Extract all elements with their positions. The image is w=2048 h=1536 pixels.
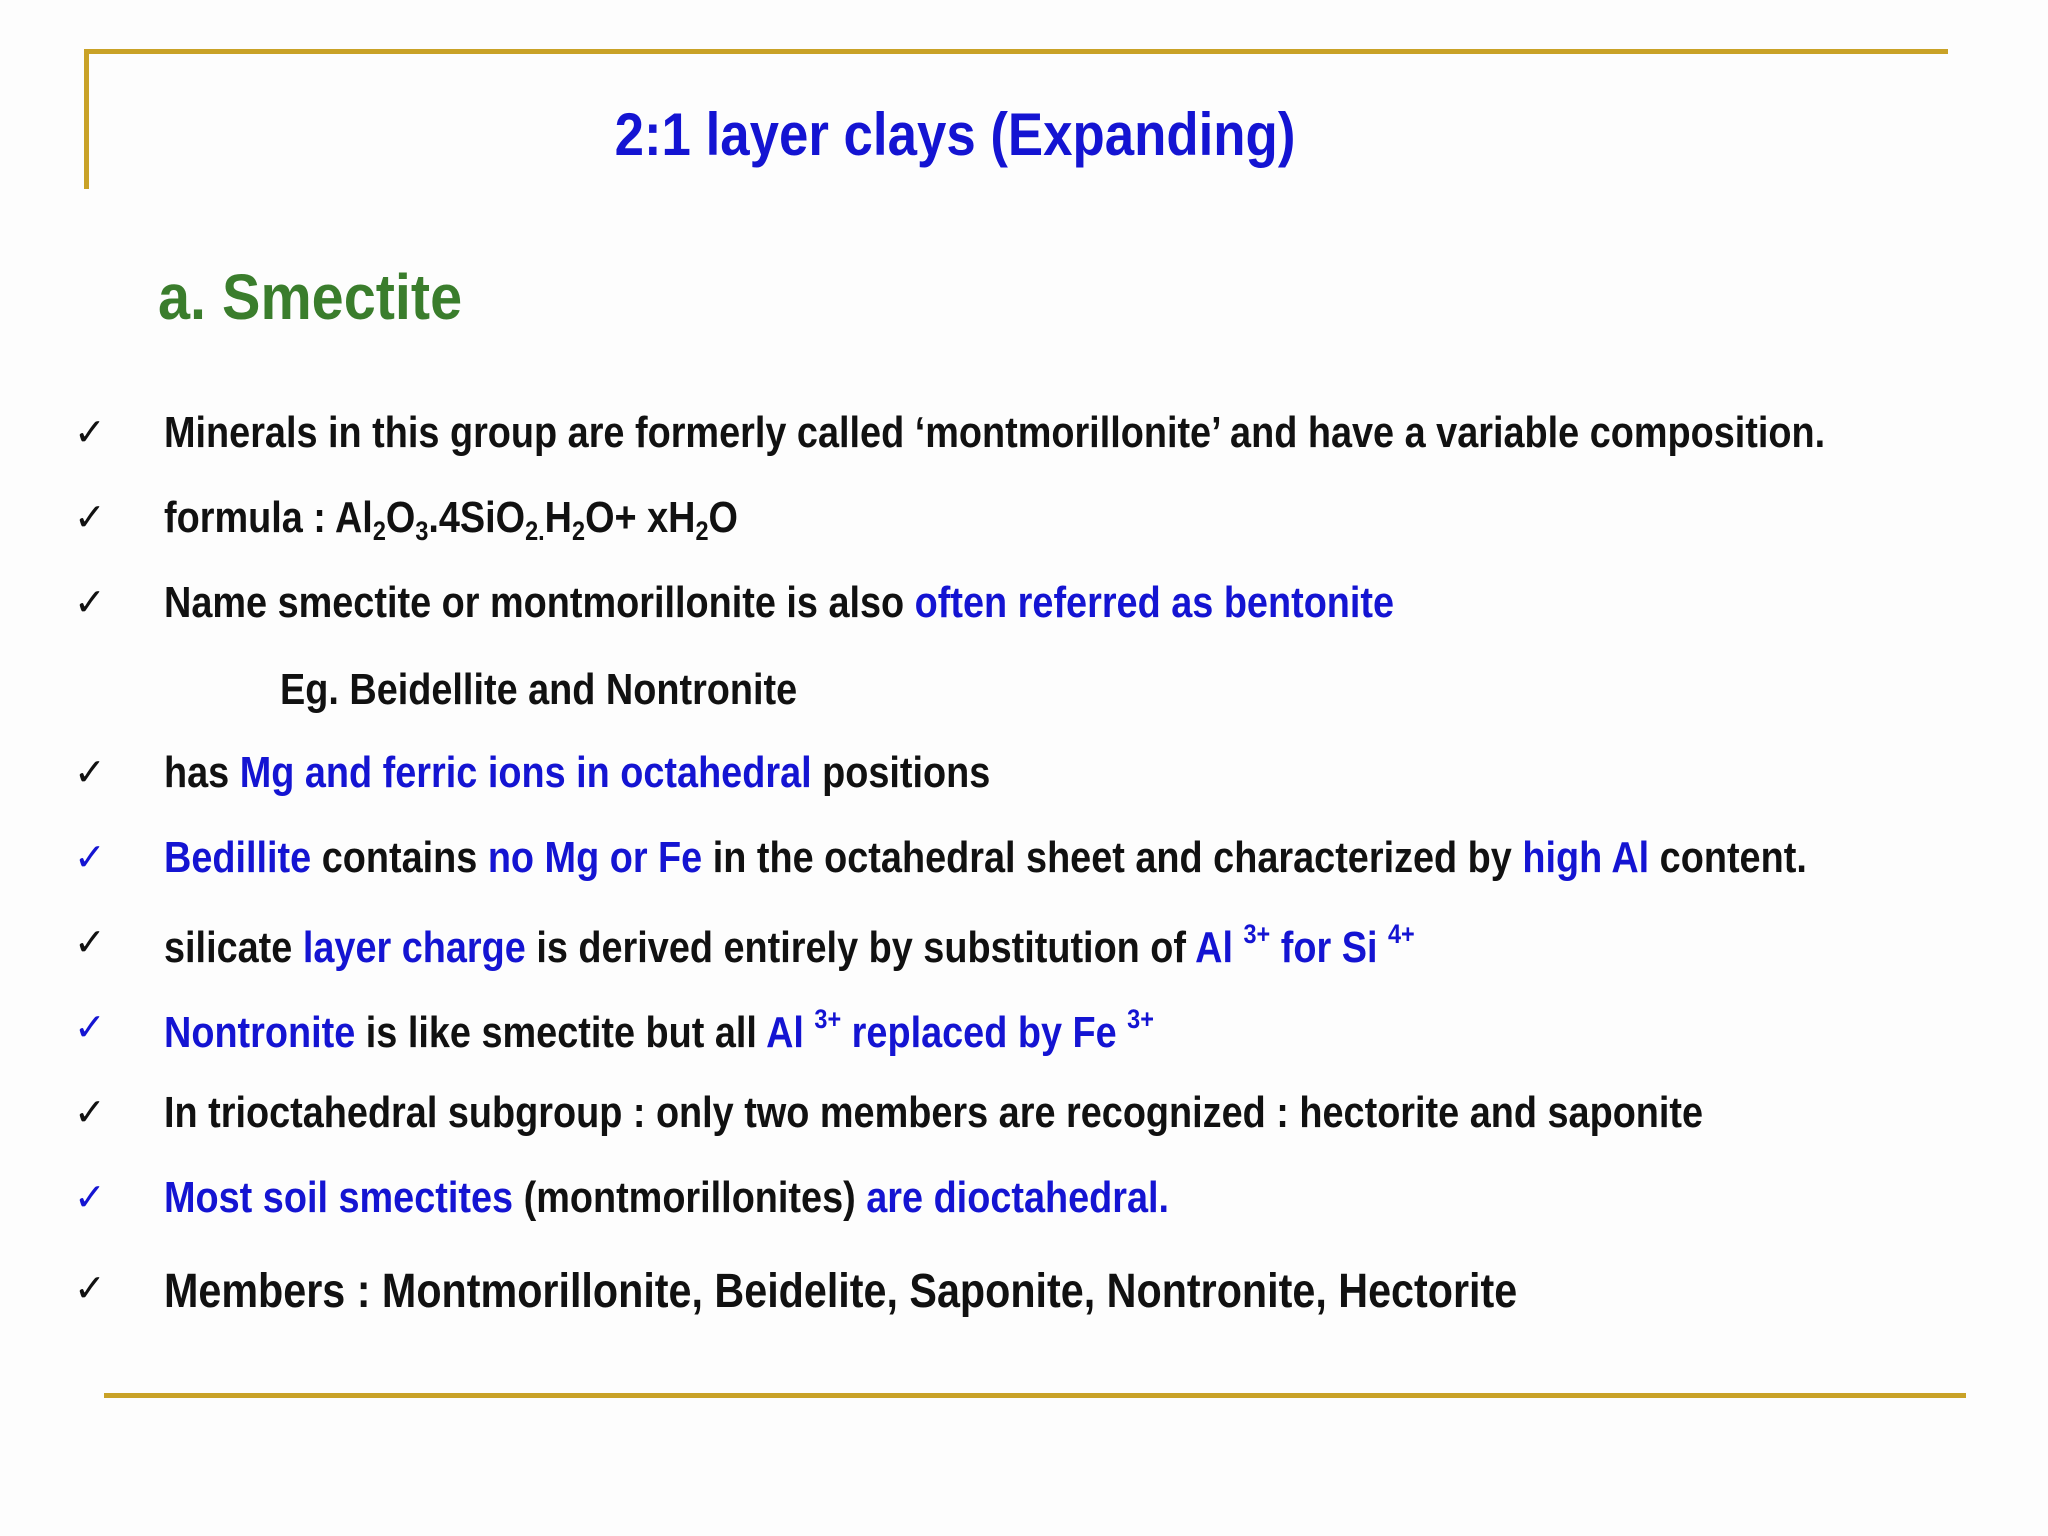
checkmark-icon: ✓ bbox=[74, 1005, 106, 1049]
bullet-item bbox=[0, 748, 2048, 808]
bullet-text: has Mg and ferric ions in octahedral positions bbox=[164, 748, 991, 797]
example-text: Eg. Beidellite and Nontronite bbox=[280, 665, 798, 714]
bullet-text: Most soil smectites (montmorillonites) are dioctahedral. bbox=[164, 1173, 1170, 1222]
bullet-item bbox=[0, 1173, 2048, 1233]
slide-title: 2:1 layer clays (Expanding) bbox=[614, 101, 1296, 168]
bullet-item bbox=[0, 1088, 2048, 1148]
bullet-text: In trioctahedral subgroup : only two members are recognized : hectorite and saponite bbox=[164, 1088, 1704, 1137]
bullet-item bbox=[0, 493, 2048, 553]
checkmark-icon: ✓ bbox=[74, 410, 106, 454]
bullet-item bbox=[0, 1003, 2048, 1063]
bullet-text: Members : Montmorillonite, Beidelite, Saponite, Nontronite, Hectorite bbox=[164, 1265, 1518, 1318]
bullet-text: Name smectite or montmorillonite is also often referred as bentonite bbox=[164, 578, 1395, 627]
checkmark-icon: ✓ bbox=[74, 1266, 106, 1310]
bullet-text: Bedillite contains no Mg or Fe in the octahedral sheet and characterized by high Al content. bbox=[164, 833, 1807, 882]
bullet-text: silicate layer charge is derived entirely by substitution of Al $^{3+}$ for Si $^{4+}$ bbox=[164, 918, 1415, 973]
bullet-item bbox=[0, 408, 2048, 468]
bullet-text: Nontronite is like smectite but all Al $^{3+}$ replaced by Fe $^{3+}$ bbox=[164, 1003, 1154, 1058]
frame-top-rule bbox=[84, 49, 1948, 54]
checkmark-icon: ✓ bbox=[74, 750, 106, 794]
bullet-text: Minerals in this group are formerly called ‘montmorillonite’ and have a variable composition. bbox=[164, 408, 1826, 457]
checkmark-icon: ✓ bbox=[74, 580, 106, 624]
frame-bottom-rule bbox=[104, 1393, 1966, 1398]
bullet-item bbox=[0, 578, 2048, 638]
bullet-item bbox=[0, 1264, 2048, 1324]
bullet-item bbox=[0, 918, 2048, 978]
frame-left-rule bbox=[84, 49, 89, 189]
checkmark-icon: ✓ bbox=[74, 1090, 106, 1134]
bullet-item bbox=[0, 833, 2048, 893]
checkmark-icon: ✓ bbox=[74, 1175, 106, 1219]
checkmark-icon: ✓ bbox=[74, 495, 106, 539]
checkmark-icon: ✓ bbox=[74, 920, 106, 964]
formula-text: formula : $Al_2O_3.4SiO_{2.}H_2O+ xH_2O$ bbox=[164, 493, 738, 547]
checkmark-icon: ✓ bbox=[74, 835, 106, 879]
slide-subtitle: a. Smectite bbox=[158, 261, 463, 333]
